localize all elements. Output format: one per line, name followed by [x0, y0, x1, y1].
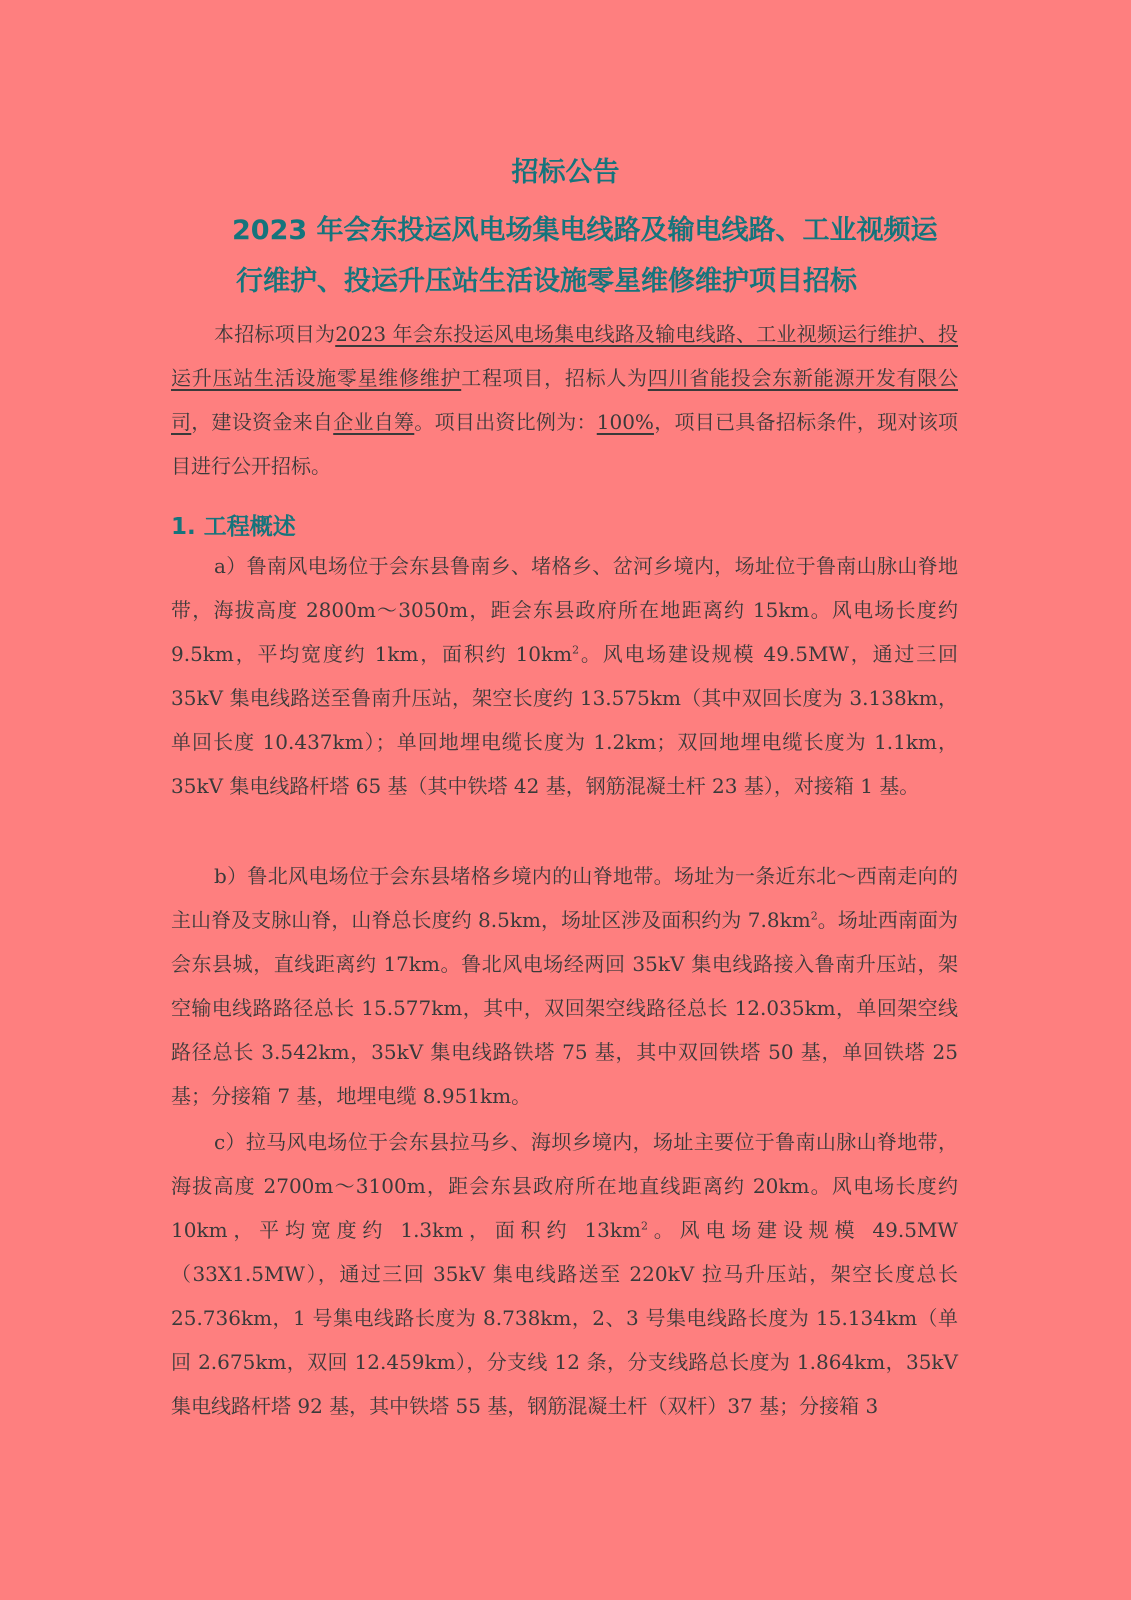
intro-text: 。项目出资比例为： — [414, 410, 597, 434]
intro-text: ，项目已具备招标条件，现对该项目进行公开招标。 — [171, 410, 959, 478]
paragraph-a — [171, 544, 958, 808]
intro-text: 工程项目，招标人为 — [461, 366, 648, 390]
section-heading: 1. 工程概述 — [171, 514, 296, 540]
paragraph-text: b）鲁北风电场位于会东县堵格乡境内的山脊地带。场址为一条近东北～西南走向的主山脊及支脉山脊，山脊总长度约 8.5km，场址区涉及面积约为 7.8km — [171, 864, 958, 932]
page-title: 招标公告 — [511, 157, 620, 188]
superscript: 2 — [810, 909, 818, 923]
funding-source: 企业自筹 — [333, 410, 415, 434]
project-title-line-1: 2023 年会东投运风电场集电线路及输电线路、工业视频运 — [232, 215, 938, 246]
paragraph-text: 。场址西南面为会东县城，直线距离约 17km。鲁北风电场经两回 35kV 集电线路接入鲁南升压站，架空输电线路路径总长 15.577km，其中，双回架空线路径总长 12.035km，单回架空线路径总长 3.542km，35kV 集电线路铁塔 75 基，其中双回铁塔 50 基，单回铁塔 25 基；分接箱 7 基，地埋电缆 8.951km。 — [171, 908, 959, 1108]
paragraph-c — [171, 1120, 958, 1428]
project-title — [170, 205, 960, 307]
tenderer-name: 四川省能投会东新能源开发有限公司 — [171, 366, 959, 434]
paragraph-text: 。风电场建设规模 49.5MW，通过三回 35kV 集电线路送至鲁南升压站，架空长度约 13.575km（其中双回长度为 3.138km，单回长度 10.437km）；单回地埋电缆长度为 1.2km；双回地埋电缆长度为 1.1km，35kV 集电线路杆塔 65 基（其中铁塔 42 基，钢筋混凝土杆 23 基），对接箱 1 基。 — [171, 642, 958, 798]
funding-ratio: 100% — [596, 410, 654, 434]
intro-text: 本招标项目为 — [214, 322, 336, 346]
paragraph-text: 。风电场建设规模 49.5MW（33X1.5MW），通过三回 35kV 集电线路送至 220kV 拉马升压站，架空长度总长 25.736km，1 号集电线路长度为 8.738km，2、3 号集电线路长度为 15.134km（单回 2.675km，双回 12.459km），分支线 12 条，分支线路总长度为 1.864km，35kV 集电线路杆塔 92 基，其中铁塔 55 基，钢筋混凝土杆（双杆）37 基；分接箱 3 — [171, 1218, 958, 1418]
intro-paragraph — [171, 312, 958, 488]
paragraph-b — [171, 854, 958, 1118]
paragraph-text: a）鲁南风电场位于会东县鲁南乡、堵格乡、岔河乡境内，场址位于鲁南山脉山脊地带，海拔高度 2800m～3050m，距会东县政府所在地距离约 15km。风电场长度约 9.5km，平均宽度约 1km，面积约 10km — [171, 554, 958, 666]
project-title-line-2: 行维护、投运升压站生活设施零星维修维护项目招标 — [236, 266, 857, 297]
intro-text: ，建设资金来自 — [191, 410, 334, 434]
superscript: 2 — [572, 643, 580, 657]
project-name: 2023 年会东投运风电场集电线路及输电线路、工业视频运行维护、投运升压站生活设施零星维修维护 — [171, 322, 959, 390]
superscript: 2 — [640, 1219, 648, 1233]
paragraph-text: c）拉马风电场位于会东县拉马乡、海坝乡境内，场址主要位于鲁南山脉山脊地带，海拔高度 2700m～3100m，距会东县政府所在地直线距离约 20km。风电场长度约 10km，平均宽度约 1.3km，面积约 13km — [171, 1130, 958, 1242]
